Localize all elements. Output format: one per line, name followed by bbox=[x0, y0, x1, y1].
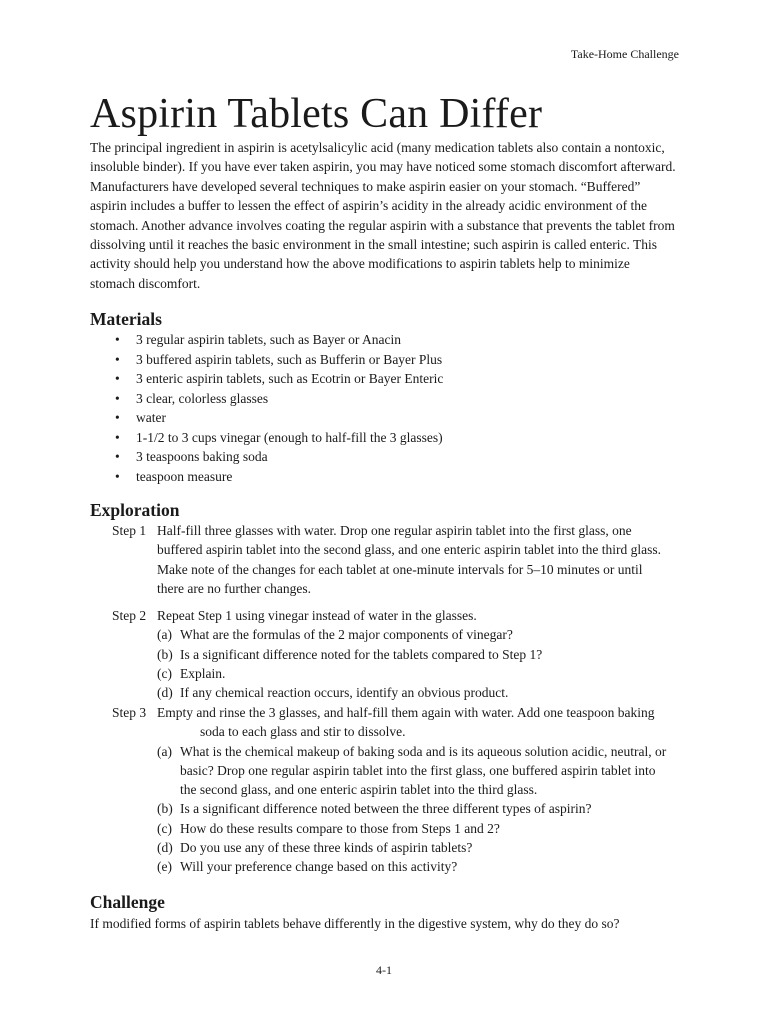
intro-paragraph: The principal ingredient in aspirin is acetylsalicylic acid (many medication tablets also contain a nontoxic, insoluble binder). If you have ever taken aspirin, you may have noticed some stomach discomfort afterward. Manufacturers have developed several techniques to make aspirin easier on your stomach. “Buffered” aspirin includes a buffer to lessen the effect of aspirin’s acidity in the already acidic environment of the stomach. Another advance involves coating the regular aspirin with a substance that prevents the tablet from dissolving until it reaches the basic environment in the small intestine; such aspirin is called enteric. This activity should help you understand how the above modifications to aspirin tablets help to minimize stomach discomfort. bbox=[90, 140, 676, 291]
list-item bbox=[90, 369, 650, 389]
step-label: Step 2 bbox=[112, 608, 147, 623]
sub-text: What is the chemical makeup of baking soda and is its aqueous solution acidic, neutral, or basic? Drop one regular aspirin tablet into the first glass, one buffered aspirin tablet into the second glass, and one enteric aspirin tablet into the third glass. bbox=[180, 743, 667, 798]
sub-text: What are the formulas of the 2 major components of vinegar? bbox=[180, 627, 513, 643]
sub-question bbox=[112, 625, 672, 644]
list-item bbox=[90, 330, 650, 350]
page-title: Aspirin Tablets Can Differ bbox=[90, 91, 543, 137]
running-head: Take-Home Challenge bbox=[570, 47, 679, 61]
step-1 bbox=[112, 521, 672, 598]
sub-question bbox=[112, 857, 672, 876]
material-text: water bbox=[136, 410, 166, 425]
bullet-icon: • bbox=[115, 390, 120, 406]
sub-question bbox=[112, 799, 672, 818]
bullet-icon: • bbox=[115, 371, 120, 386]
material-text: 3 buffered aspirin tablets, such as Bufferin or Bayer Plus bbox=[136, 351, 443, 367]
material-text: 1-1/2 to 3 cups vinegar (enough to half-fill the 3 glasses) bbox=[136, 429, 443, 445]
sub-text: Do you use any of these three kinds of aspirin tablets? bbox=[180, 840, 473, 856]
step-3 bbox=[112, 703, 672, 877]
sub-question bbox=[112, 838, 672, 857]
sub-label: (c) bbox=[157, 820, 172, 836]
sub-text: Explain. bbox=[180, 665, 226, 681]
list-item bbox=[90, 408, 650, 428]
step-text: Half-fill three glasses with water. Drop one regular aspirin tablet into the first glass, one buffered aspirin tablet into the second glass, and one enteric aspirin tablet into the third glass. Make note of the changes for each tablet at one-minute intervals for 5–10 minutes or until there are no further changes. bbox=[157, 523, 661, 596]
sub-label: (e) bbox=[157, 859, 172, 875]
bullet-icon: • bbox=[115, 410, 120, 425]
step-label: Step 1 bbox=[112, 523, 147, 538]
material-text: 3 enteric aspirin tablets, such as Ecotrin or Bayer Enteric bbox=[136, 371, 444, 386]
sub-label: (d) bbox=[157, 685, 173, 701]
sub-question bbox=[112, 819, 672, 838]
bullet-icon: • bbox=[115, 429, 120, 445]
materials-heading: Materials bbox=[90, 309, 162, 329]
step-text: Empty and rinse the 3 glasses, and half-fill them again with water. Add one teaspoon baking soda to each glass and stir to dissolve. bbox=[157, 705, 655, 740]
sub-question bbox=[112, 664, 672, 683]
challenge-text: If modified forms of aspirin tablets behave differently in the digestive system, why do they do so? bbox=[90, 916, 620, 931]
list-item bbox=[90, 389, 650, 409]
material-text: 3 clear, colorless glasses bbox=[136, 390, 269, 406]
sub-label: (b) bbox=[157, 801, 173, 817]
sub-label: (c) bbox=[157, 665, 172, 681]
sub-text: Will your preference change based on this activity? bbox=[180, 859, 458, 875]
list-item bbox=[90, 447, 650, 467]
step-2 bbox=[112, 606, 672, 702]
list-item bbox=[90, 350, 650, 370]
list-item bbox=[90, 428, 650, 448]
sub-label: (b) bbox=[157, 646, 173, 662]
step-text: Repeat Step 1 using vinegar instead of water in the glasses. bbox=[157, 608, 477, 623]
bullet-icon: • bbox=[115, 332, 120, 347]
challenge-heading: Challenge bbox=[90, 892, 165, 912]
sub-text: Is a significant difference noted between the three different types of aspirin? bbox=[180, 801, 592, 817]
material-text: 3 regular aspirin tablets, such as Bayer or Anacin bbox=[136, 332, 402, 347]
bullet-icon: • bbox=[115, 449, 120, 464]
materials-list bbox=[90, 330, 650, 486]
sub-question bbox=[112, 645, 672, 664]
page-number: 4-1 bbox=[376, 963, 392, 977]
exploration-heading: Exploration bbox=[90, 500, 180, 520]
sub-question bbox=[112, 683, 672, 702]
step-label: Step 3 bbox=[112, 705, 147, 720]
sub-text: How do these results compare to those from Steps 1 and 2? bbox=[180, 820, 500, 836]
sub-label: (d) bbox=[157, 840, 173, 856]
sub-question bbox=[112, 742, 672, 800]
sub-text: Is a significant difference noted for the tablets compared to Step 1? bbox=[180, 646, 543, 662]
material-text: teaspoon measure bbox=[136, 468, 233, 484]
sub-label: (a) bbox=[157, 743, 172, 759]
material-text: 3 teaspoons baking soda bbox=[136, 449, 268, 464]
list-item bbox=[90, 467, 650, 487]
bullet-icon: • bbox=[115, 468, 120, 484]
sub-label: (a) bbox=[157, 627, 172, 643]
sub-text: If any chemical reaction occurs, identify an obvious product. bbox=[180, 685, 509, 701]
bullet-icon: • bbox=[115, 351, 120, 367]
